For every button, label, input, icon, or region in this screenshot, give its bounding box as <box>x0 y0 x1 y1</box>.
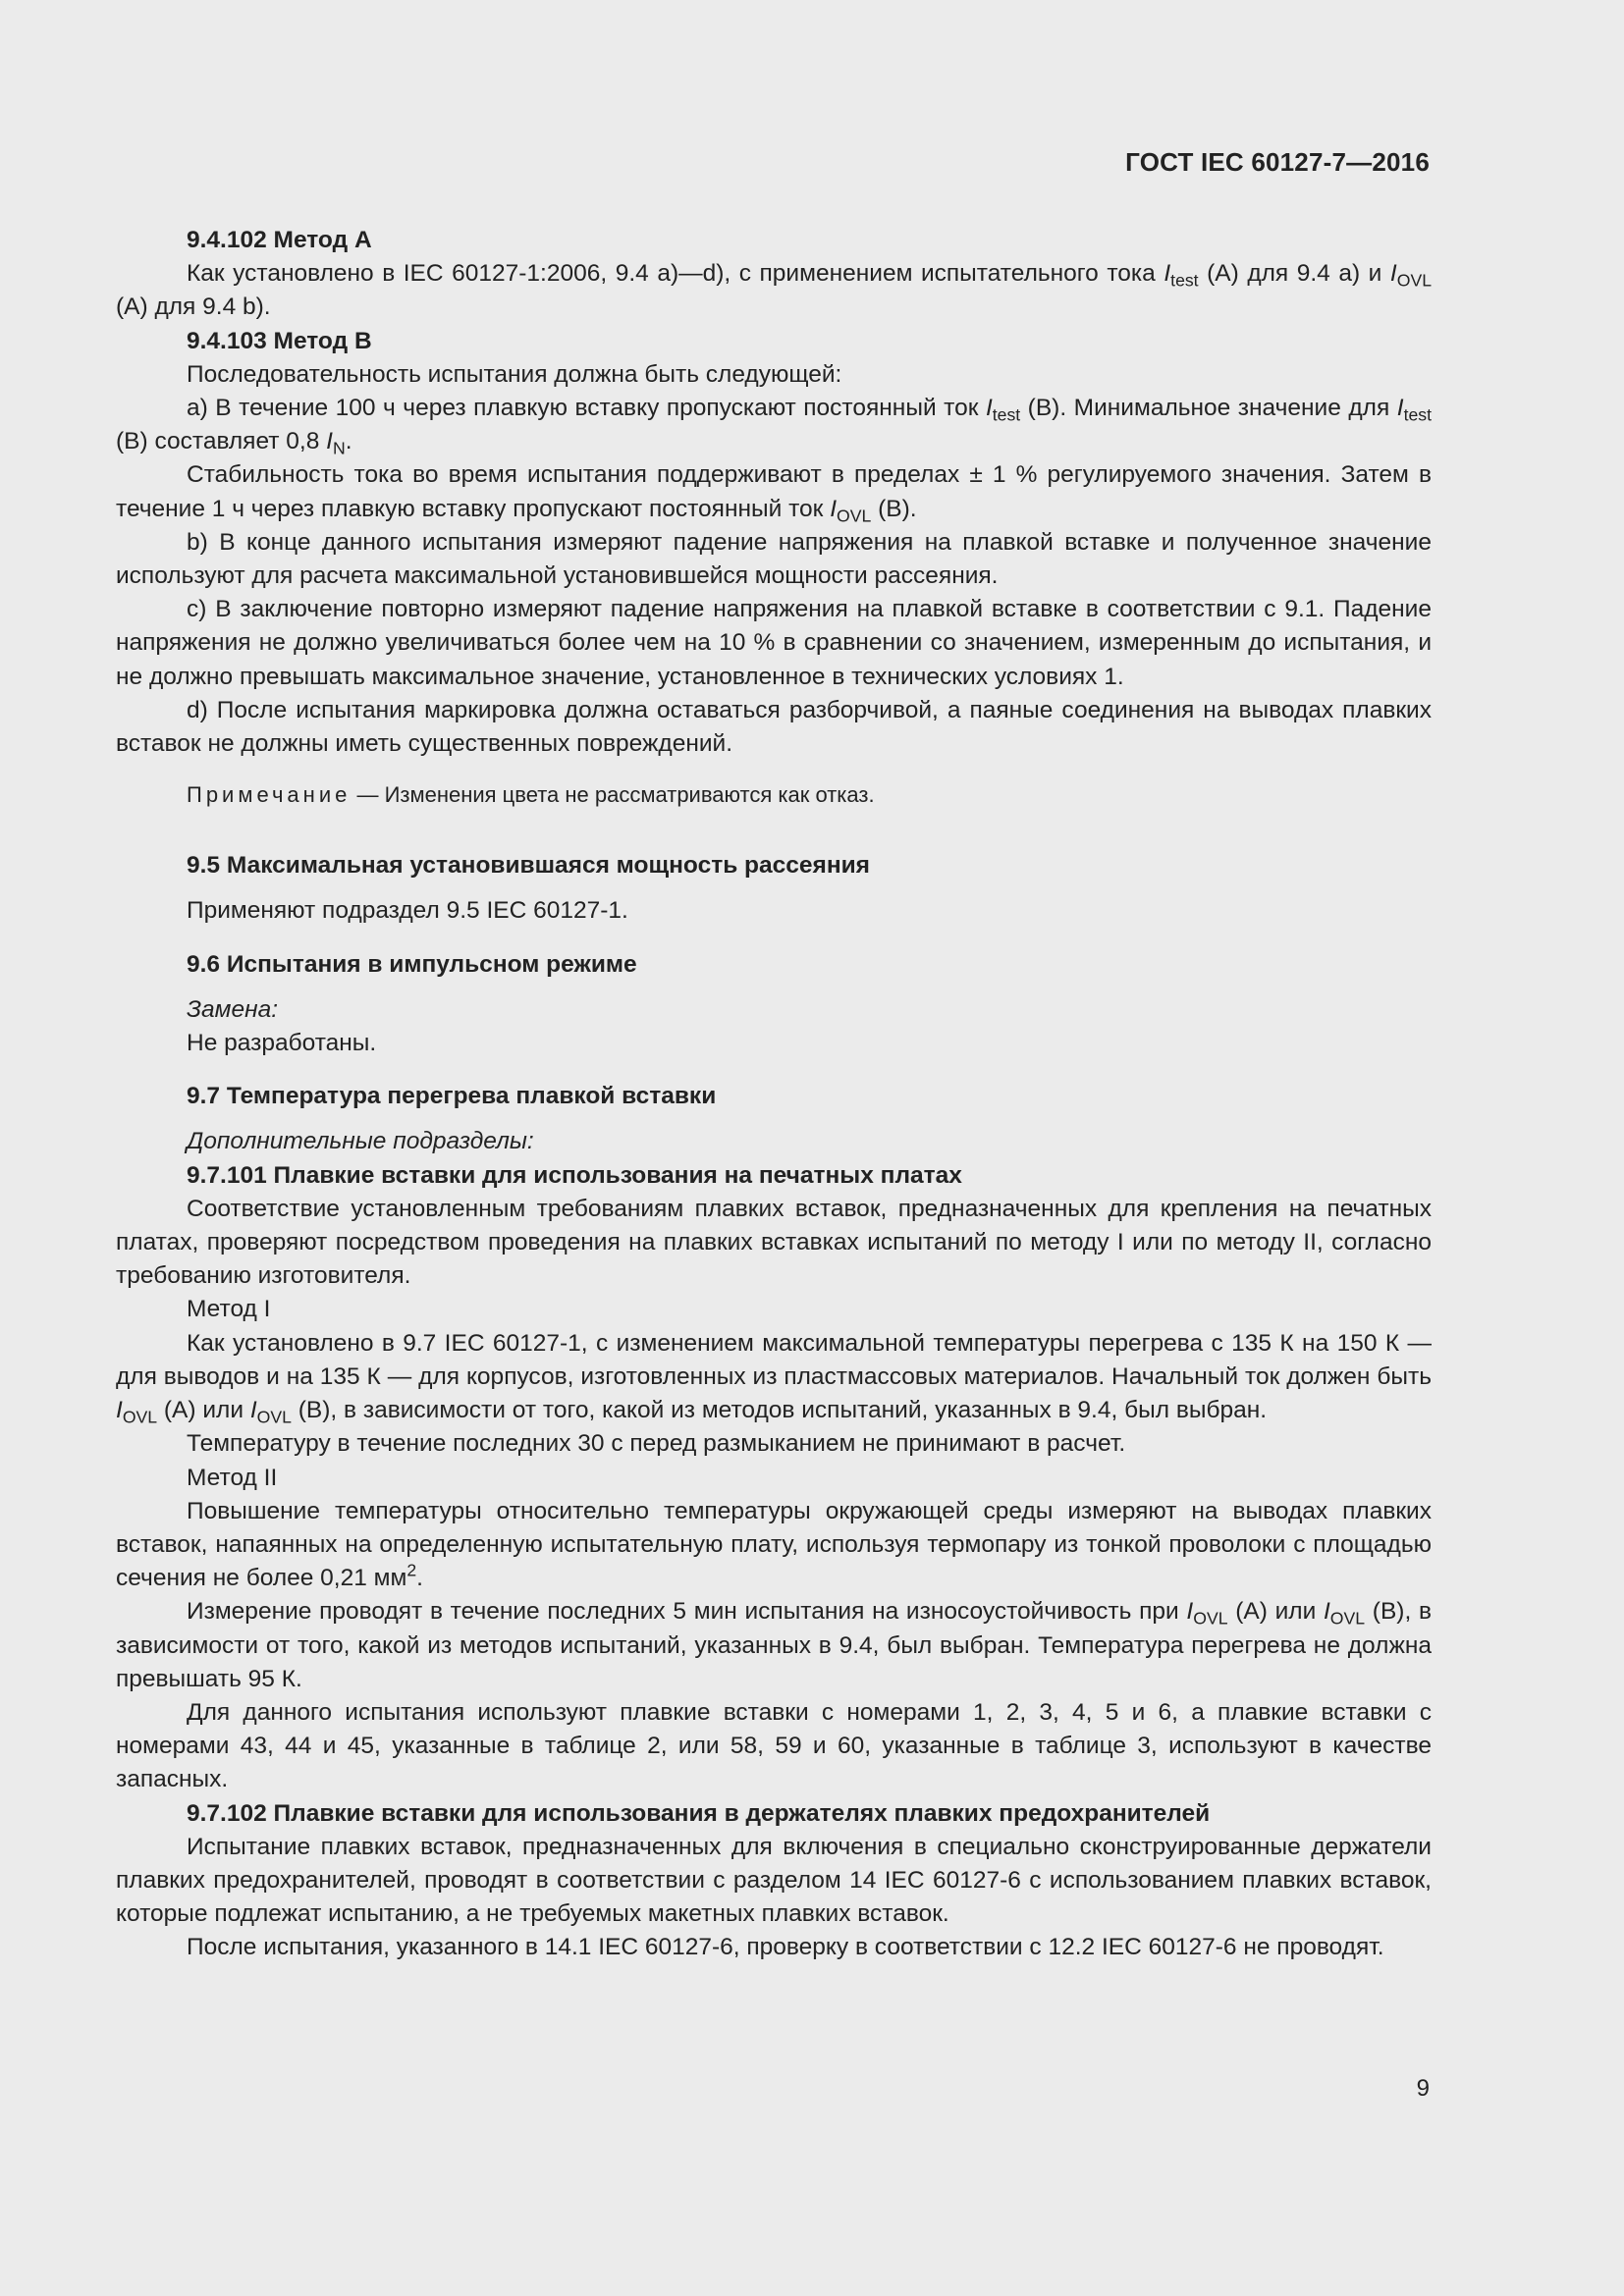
replacement-label: Замена: <box>187 995 278 1023</box>
paragraph-9-6: Не разработаны. <box>187 1030 377 1057</box>
paragraph-fuse-numbers: Для данного испытания используют плавкие вставки с номерами 1, 2, 3, 4, 5 и 6, а плавкие вставки с номерами 43, 44 и 45, указанные в таблице 2, или 58, 59 и 60, указанные в таблице 3, используют в качестве запасных. <box>116 1698 1432 1793</box>
paragraph-item-c: c) В заключение повторно измеряют падение напряжения на плавкой вставке в соответствии с 9.1. Падение напряжения не должно увеличиваться более чем на 10 % в сравнении со значением, измеренным до испытания, и не должно превышать максимальное значение, установленное в технических условиях 1. <box>116 596 1432 690</box>
paragraph-sequence-intro: Последовательность испытания должна быть следующей: <box>187 360 842 388</box>
paragraph-after-test: После испытания, указанного в 14.1 IEC 60127-6, проверку в соответствии с 12.2 IEC 60127-6 не проводят. <box>187 1934 1384 1961</box>
paragraph-method-1: Как установлено в 9.7 IEC 60127-1, с изменением максимальной температуры перегрева с 135 К на 150 К — для выводов и на 135 К — для корпусов, изготовленных из пластмассовых материалов. Начальный ток должен быть $I_{OVL}$ (А) или $I_{OVL}$ (В), в зависимости от того, какой из методов испытаний, указанных в 9.4, был выбран. <box>116 1329 1432 1427</box>
method-1-label: Метод I <box>187 1296 271 1323</box>
method-2-label: Метод II <box>187 1464 278 1491</box>
heading-9-5: 9.5 Максимальная установившаяся мощность рассеяния <box>187 852 870 880</box>
heading-9-7-101: 9.7.101 Плавкие вставки для использования на печатных платах <box>187 1161 962 1189</box>
paragraph-measurement: Измерение проводят в течение последних 5 мин испытания на износоустойчивость при $I_{OVL}$ (А) или $I_{OVL}$ (В), в зависимости от того, какой из методов испытаний, указанных в 9.4, был выбран. Температура перегрева не должна превышать 95 К. <box>116 1598 1432 1692</box>
heading-9-7-102: 9.7.102 Плавкие вставки для использования в держателях плавких предохранителей <box>187 1799 1211 1827</box>
paragraph-item-b: b) В конце данного испытания измеряют падение напряжения на плавкой вставке и полученное значение используют для расчета максимальной установившейся мощности рассеяния. <box>116 528 1432 590</box>
paragraph-item-d: d) После испытания маркировка должна оставаться разборчивой, а паяные соединения на выводах плавких вставок не должны иметь существенных повреждений. <box>116 696 1432 758</box>
standard-designation: ГОСТ IEC 60127-7—2016 <box>1125 147 1430 177</box>
page-content <box>116 224 1432 1965</box>
paragraph-item-a: a) В течение 100 ч через плавкую вставку пропускают постоянный ток $I_{test}$ (В). Минимальное значение для $I_{test}$ (В) составляет 0,8 $I_N$. <box>116 395 1432 458</box>
additional-subsections-label: Дополнительные подразделы: <box>187 1128 534 1155</box>
page-number: 9 <box>1416 2075 1430 2102</box>
paragraph-method-a: Как установлено в IEC 60127-1:2006, 9.4 a)—d), с применением испытательного тока $I_{test}$ (А) для 9.4 a) и $I_{OVL}$ (А) для 9.4 b). <box>116 260 1433 321</box>
paragraph-9-5: Применяют подраздел 9.5 IEC 60127-1. <box>187 897 628 925</box>
note <box>116 780 1432 810</box>
heading-9-4-103: 9.4.103 Метод В <box>187 327 372 354</box>
paragraph-fuse-holders: Испытание плавких вставок, предназначенных для включения в специально сконструированные держатели плавких предохранителей, проводят в соответствии с разделом 14 IEC 60127-6 с использованием плавких вставок, которые подлежат испытанию, а не требуемых макетных плавких вставок. <box>116 1833 1432 1928</box>
heading-9-7: 9.7 Температура перегрева плавкой вставки <box>187 1083 717 1110</box>
heading-9-6: 9.6 Испытания в импульсном режиме <box>187 950 637 978</box>
paragraph-last-30s: Температуру в течение последних 30 с перед размыканием не принимают в расчет. <box>187 1430 1126 1458</box>
note-label: Примечание <box>187 782 352 808</box>
paragraph-method-2: Повышение температуры относительно температуры окружающей среды измеряют на выводах плавких вставок, напаянных на определенную испытательную плату, используя термопару из тонкой проволоки с площадью сечения не более 0,21 $мм^2$. <box>116 1497 1432 1592</box>
paragraph-stability: Стабильность тока во время испытания поддерживают в пределах ± 1 % регулируемого значения. Затем в течение 1 ч через плавкую вставку пропускают постоянный ток $I_{OVL}$ (В). <box>116 461 1432 525</box>
heading-9-4-102: 9.4.102 Метод А <box>187 227 372 253</box>
paragraph-pcb-fuses: Соответствие установленным требованиям плавких вставок, предназначенных для крепления на печатных платах, проверяют посредством проведения на плавких вставках испытаний по методу I или по методу II, согласно требованию изготовителя. <box>116 1195 1432 1290</box>
note-text: — Изменения цвета не рассматриваются как отказ. <box>351 782 875 808</box>
